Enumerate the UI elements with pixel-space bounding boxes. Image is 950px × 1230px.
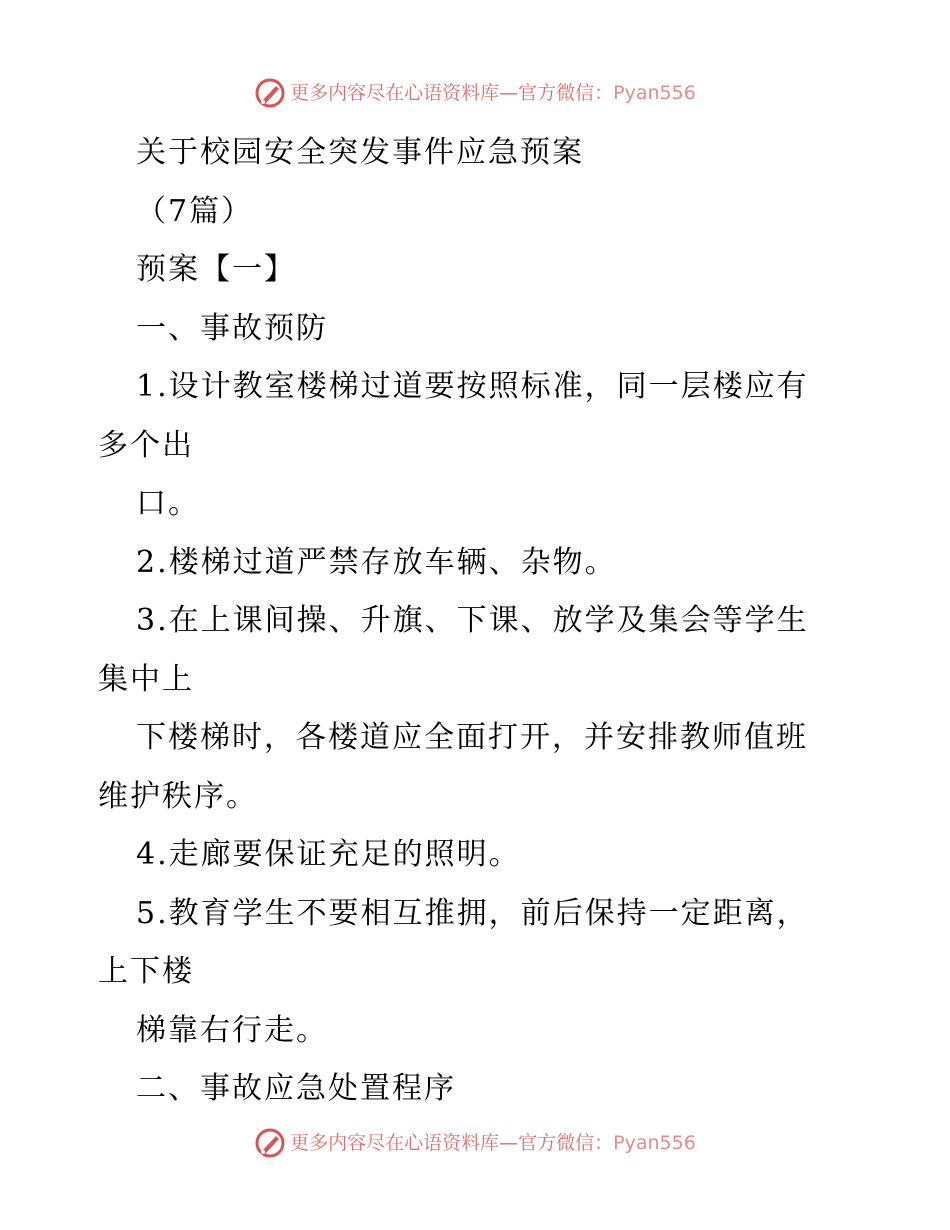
- paragraph-line: 口。: [136, 486, 200, 521]
- paragraph-line: 多个出: [98, 427, 194, 463]
- section-heading: 一、事故预防: [136, 310, 328, 346]
- paragraph-line: 1.设计教室楼梯过道要按照标准，同一层楼应有: [136, 369, 809, 404]
- footer-watermark: [0, 1127, 950, 1159]
- paragraph-line: 集中上: [98, 661, 194, 697]
- watermark-account: Pyan556: [613, 1132, 696, 1154]
- paragraph-line: 梯靠右行走。: [136, 1012, 328, 1048]
- document-subtitle: （7篇）: [136, 193, 254, 229]
- paragraph-line: 下楼梯时，各楼道应全面打开，并安排教师值班: [136, 720, 808, 755]
- paragraph-line: 2.楼梯过道严禁存放车辆、杂物。: [136, 544, 617, 580]
- watermark-account: Pyan556: [613, 82, 696, 104]
- header-watermark: [0, 77, 950, 109]
- paragraph-line: 维护秩序。: [98, 778, 258, 814]
- paragraph-line: 上下楼: [98, 954, 194, 989]
- section-heading: 二、事故应急处置程序: [136, 1071, 456, 1106]
- watermark-text: 更多内容尽在心语资料库—官方微信：: [290, 82, 614, 104]
- document-title: 关于校园安全突发事件应急预案: [136, 135, 584, 170]
- pen-logo-icon: [254, 1127, 286, 1159]
- paragraph-line: 3.在上课间操、升旗、下课、放学及集会等学生: [136, 603, 809, 638]
- watermark-text: 更多内容尽在心语资料库—官方微信：: [290, 1132, 614, 1154]
- document-body: [98, 124, 858, 1119]
- paragraph-line: 4.走廊要保证充足的照明。: [136, 837, 521, 872]
- paragraph-line: 5.教育学生不要相互推拥，前后保持一定距离，: [136, 895, 809, 931]
- pen-logo-icon: [254, 77, 286, 109]
- section-heading: 预案【一】: [136, 252, 296, 287]
